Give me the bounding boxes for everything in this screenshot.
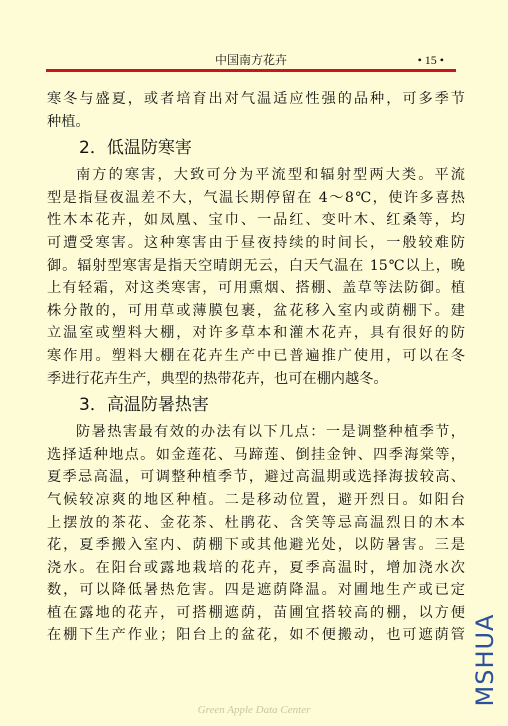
text-line: 御。辐射型寒害是指天空晴朗无云，白天气温在 15℃以上，晚 xyxy=(47,257,465,274)
text-line: 防暑热害最有效的办法有以下几点：一是调整种植季节， xyxy=(76,424,465,441)
text-line: 夏季忌高温，可调整种植季节，避过高温期或选择海拔较高、 xyxy=(47,469,465,486)
text-line: 寒冬与盛夏，或者培育出对气温适应性强的品种，可多季节 xyxy=(47,91,465,107)
side-watermark-text: MSHUA xyxy=(471,613,499,706)
text-line: 型是指昼夜温差不大，气温长期停留在 4～8℃，使许多喜热 xyxy=(47,189,465,206)
text-line: 花，夏季搬入室内、荫棚下或其他避光处，以防暑害。三是 xyxy=(47,537,465,554)
text-line: 性木本花卉，如凤凰、宝巾、一品红、变叶木、红桑等，均 xyxy=(47,212,465,229)
text-line: 浇水。在阳台或露地栽培的花卉，夏季高温时，增加浇水次 xyxy=(47,559,465,576)
text-line: 种植。 xyxy=(47,113,90,130)
text-line: 季进行花卉生产，典型的热带花卉，也可在棚内越冬。 xyxy=(47,370,388,387)
page-body xyxy=(47,88,465,647)
text-line: 上有轻霜，对这类寒害，可用熏烟、搭棚、盖草等法防御。植 xyxy=(47,280,465,297)
text-line: 数，可以降低暑热危害。四是遮荫降温。对圃地生产或已定 xyxy=(47,582,465,599)
text-line: 气候较凉爽的地区种植。二是移动位置，避开烈日。如阳台 xyxy=(47,491,465,508)
page-number: • 15 • xyxy=(417,53,444,67)
page-header xyxy=(46,51,456,69)
running-title: 中国南方花卉 xyxy=(214,53,287,67)
text-line: 选择适种地点。如金莲花、马蹄莲、倒挂金钟、四季海棠等， xyxy=(47,446,465,463)
text-line: 株分散的，可用草或薄膜包裹，盆花移入室内或荫棚下。建 xyxy=(47,302,465,319)
text-line: 可遭受寒害。这种寒害由于昼夜持续的时间长，一般较难防 xyxy=(47,234,465,251)
text-line: 立温室或塑料大棚，对许多草本和灌木花卉，具有很好的防 xyxy=(47,325,465,342)
text-line: 寒作用。塑料大棚在花卉生产中已普遍推广使用，可以在冬 xyxy=(47,347,465,364)
header-rule xyxy=(46,69,456,72)
text-line: 南方的寒害，大致可分为平流型和辐射型两大类。平流 xyxy=(76,167,465,184)
text-line: 在棚下生产作业；阳台上的盆花，如不便搬动，也可遮荫管 xyxy=(47,627,465,644)
side-watermark xyxy=(470,607,500,712)
text-line: 上摆放的茶花、金花茶、杜鹃花、含笑等忌高温烈日的木本 xyxy=(47,514,465,531)
section-heading: 3．高温防暑热害 xyxy=(79,395,209,416)
section-heading: 2．低温防寒害 xyxy=(79,138,192,159)
text-line: 植在露地的花卉，可搭棚遮荫，苗圃宜搭较高的棚，以方便 xyxy=(47,604,465,621)
footer-watermark: Green Apple Data Center xyxy=(197,704,311,716)
